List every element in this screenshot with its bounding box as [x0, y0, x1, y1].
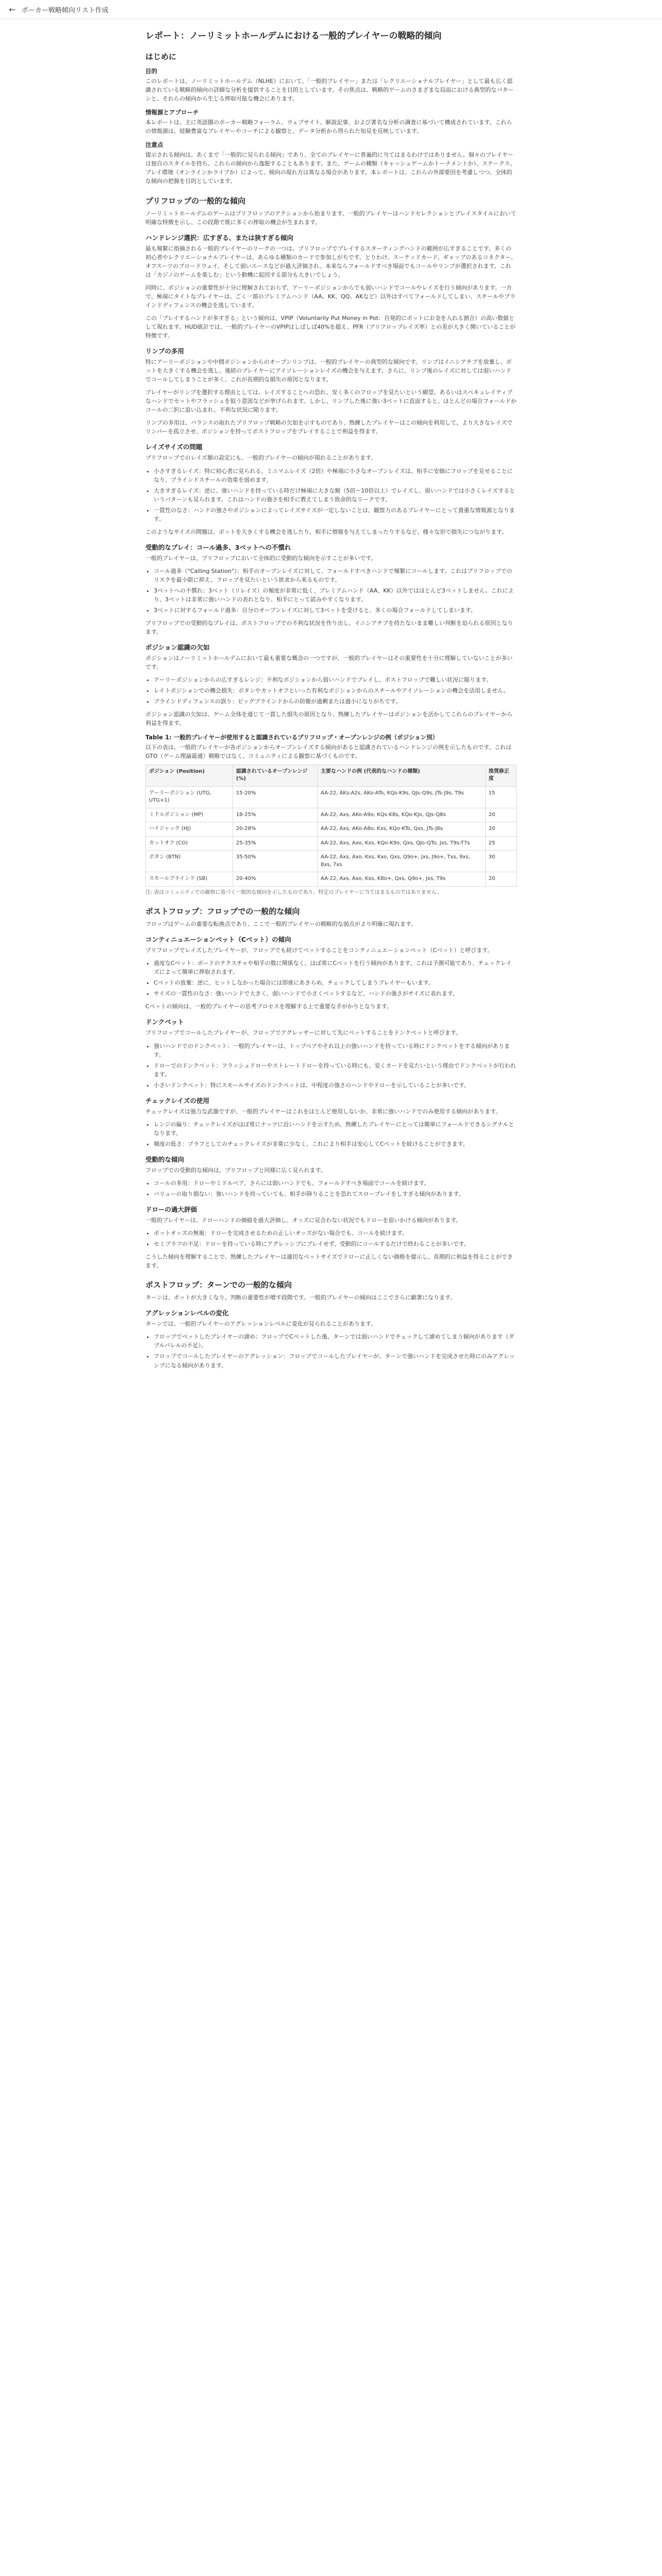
list-item: • コールの多用：ドローやミドルペア、さらには弱いハンドでも、フォールドすべき場面でコールを続けます。 — [154, 1179, 517, 1188]
list-item: • Cベットの放棄：逆に、ヒットしなかった場合には即座にあきらめ、チェックしてしまうプレイヤーもいます。 — [154, 978, 517, 987]
bullet-list — [145, 1042, 517, 1090]
section-intro: ターンは、ポットが大きくなり、判断の重要性が増す段階です。一般的プレイヤーの傾向はここでさらに顕著になります。 — [145, 1294, 456, 1301]
list-item: • 大きすぎるレイズ：逆に、強いハンドを持っている時だけ極端に大きな額（5倍〜10倍以上）でレイズし、弱いハンドでは小さくレイズするというパターンも見られます。これはハンドの強さを相手に教えてしまう致命的なリークです。 — [154, 486, 517, 504]
paragraph: 一般的プレイヤーは、ドローハンドの価値を過大評価し、オッズに見合わない状況でもドローを追いかける傾向があります。 — [145, 1217, 462, 1224]
table-row — [146, 851, 517, 872]
back-button[interactable] — [5, 2, 20, 16]
purpose-heading: 目的 — [145, 67, 157, 75]
subsection-heading: ポジション認識の欠如 — [145, 643, 210, 652]
bullet-list — [145, 1120, 517, 1148]
paragraph: ターンでは、一般的プレイヤーのアグレッションレベルに変化が見られることがあります。 — [145, 1320, 376, 1328]
table-cell: アーリーポジション (UTG, UTG+1) — [146, 786, 233, 808]
table-cell: 20-40% — [233, 872, 317, 887]
table-row — [146, 786, 517, 808]
paragraph: プリフロップでコールしたプレイヤーが、フロップでアグレッサーに対して先にベットすることをドンクベットと呼びます。 — [145, 1029, 461, 1037]
table-cell: 20 — [485, 822, 516, 837]
section-heading: ポストフロップ：フロップでの一般的な傾向 — [145, 907, 300, 917]
list-item: • フロップでベットしたプレイヤーの諦め：フロップでCベットした後、ターンでは弱いハンドでチェックして諦めてしまう傾向があります（ダブルバレルの不足）。 — [154, 1332, 517, 1350]
table-title: Table 1: 一般的プレイヤーが使用すると認識されているプリフロップ・オープンレンジの例（ポジション別） — [145, 733, 439, 741]
report-content — [145, 19, 517, 1370]
section-heading: プリフロップの一般的な傾向 — [145, 196, 246, 206]
section-intro: フロップはゲームの重要な転換点であり、ここで一般的プレイヤーの戦略的な弱点がより明確に現れます。 — [145, 921, 417, 928]
list-item: • 小さすぎるレイズ：特に初心者に見られる、ミニマムレイズ（2倍）や極端に小さなオープンレイズは、相手に安価にフロップを見せることになり、ブラインドスチールの効果を弱めます。 — [154, 467, 517, 484]
table-cell: 25 — [485, 836, 516, 851]
table-header-row — [146, 765, 517, 786]
paragraph: 特にアーリーポジションや中間ポジションからのオープンリンプは、一般的プレイヤーの典型的な傾向です。リンプはイニシアチブを放棄し、ポットを大きくする機会を逃し、後続のプレイヤーにアイソレーションレイズの機会を与えます。さらに、リンプ後のレイズに対しては弱いハンドでコールしてしまうことが多く、これが長期的な損失の原因となります。 — [145, 359, 512, 383]
bullet-list — [145, 959, 517, 998]
table-intro: 以下の表は、一般的プレイヤーが各ポジションからオープンレイズする傾向があると認識されているハンドレンジの例を示したものです。これはGTO（ゲーム理論最適）戦略ではなく、コミュニティによる観察に基づくものです。 — [145, 743, 512, 759]
paragraph: プレイヤーがリンプを選択する理由としては、レイズすることへの恐れ、安く多くのフロップを見たいという願望、あるいはスペキュレイティブなハンドでセットやフラッシュを狙う意図などが挙げられます。しかし、リンプした後に強い3ベットに直面すると、ほとんどの場合フォールドかコールの二択に追い込まれ、不利な状況に陥ります。 — [145, 389, 517, 414]
list-item: • バリューの取り損ない：強いハンドを持っていても、相手が降りることを恐れてスロープレイをしすぎる傾向があります。 — [154, 1190, 517, 1198]
subsection-heading: ドンクベット — [145, 1018, 184, 1026]
table-cell: 15 — [485, 786, 516, 808]
table-row — [146, 836, 517, 851]
report-title: レポート：ノーリミットホールデムにおける一般的プレイヤーの戦略的傾向 — [145, 31, 442, 41]
list-item: • 一貫性のなさ：ハンドの強さやポジションによってレイズサイズが一定しないことは、観察力のあるプレイヤーにとって貴重な情報源となります。 — [154, 506, 517, 523]
caution-heading: 注意点 — [145, 141, 163, 149]
list-item: • 頻度の低さ：ブラフとしてのチェックレイズが非常に少なく、これにより相手は安心してCベットを続けることができます。 — [154, 1140, 517, 1148]
subsection-heading: 受動的な傾向 — [145, 1155, 185, 1163]
list-item: • コール過多（"Calling Station"）：相手のオープンレイズに対して、フォールドすべきハンドで頻繁にコールします。これはプリフロップでのリスクを最小限に抑え、フロップを見たいという欲求から来るものです。 — [154, 567, 517, 584]
subsection-heading: チェックレイズの使用 — [145, 1096, 209, 1105]
table-row — [146, 872, 517, 887]
table-cell: ボタン (BTN) — [146, 851, 233, 872]
table-header-cell: 主要なハンドの例 (代表的なハンドの種類) — [318, 765, 486, 786]
subsection-heading: ドローの過大評価 — [145, 1206, 197, 1214]
table-cell: ハイジャック (HJ) — [146, 822, 233, 837]
subsection-heading: リンプの多用 — [145, 347, 185, 355]
table-cell: スモールブラインド (SB) — [146, 872, 233, 887]
paragraph: ポジション認識の欠如は、ゲーム全体を通じて一貫した損失の原因となり、熟練したプレイヤーはポジションを活かしてこれらのプレイヤーから利益を得ます。 — [145, 711, 513, 727]
paragraph: チェックレイズは強力な武器ですが、一般的プレイヤーはこれをほとんど使用しないか、非常に強いハンドでのみ使用する傾向があります。 — [145, 1108, 502, 1115]
caution-text: 提示される傾向は、あくまで「一般的に見られる傾向」であり、全てのプレイヤーに普遍的に当てはまるわけではありません。個々のプレイヤーは独自のスタイルを持ち、これらの傾向から逸脱することもあります。また、ゲームの種類（キャッシュゲームかトーナメントか）、ステークス、プレイ環境（オンラインかライブか）によって、傾向の現れ方は異なる場合があります。本レポートは、これらの外部要因を考慮しつつ、全体的な傾向の把握を目的としています。 — [145, 151, 516, 185]
table-header-cell: 推奨修正度 — [485, 765, 516, 786]
list-item: • サイズの一貫性のなさ：強いハンドで大きく、弱いハンドで小さくベットするなど、ハンドの強さがサイズに表れます。 — [154, 989, 517, 998]
paragraph: リンプの多用は、バランスの取れたプリフロップ戦略の欠如を示すものであり、熟練したプレイヤーはこの傾向を利用して、より大きなレイズでリンパーを孤立させ、ポジションを持ってポストフロップをプレイすることで利益を得ます。 — [145, 419, 513, 435]
subsection-heading: レイズサイズの問題 — [145, 443, 203, 451]
paragraph: プリフロップでのレイズ額の設定にも、一般的プレイヤーの傾向が現れることがあります。 — [145, 454, 377, 462]
paragraph: 同時に、ポジションの重要性が十分に理解されておらず、アーリーポジションからでも弱いハンドでコールやレイズを行う傾向があります。一方で、極端にタイトなプレイヤーは、ごく一部のプレミアムハンド（AA、KK、QQ、AKなど）以外はすべてフォールドしてしまい、スチールやブラインドディフェンスの機会を逃しています。 — [145, 284, 516, 309]
table-row — [146, 808, 517, 822]
top-bar — [0, 0, 662, 19]
section-heading: ポストフロップ：ターンでの一般的な傾向 — [145, 1280, 292, 1290]
table-cell: 20 — [485, 872, 516, 887]
table-cell: 25-35% — [233, 836, 317, 851]
paragraph: プリフロップでの受動的なプレイは、ポストフロップでの不利な状況を作り出し、イニシアチブを持たないまま難しい判断を迫られる原因となります。 — [145, 620, 514, 636]
app-title: ポーカー戦略傾向リスト作成 — [22, 6, 109, 14]
section-intro: ノーリミットホールデムのゲームはプリフロップのアクションから始まります。一般的プレイヤーはハンドセレクションとプレイスタイルにおいて明確な特徴を示し、この段階で既に多くの搾取の機会が生まれます。 — [145, 210, 517, 226]
table-cell: AA-22, Axs, Axo, Kxs, K8o+, Qxs, Q9o+, Jxs, T9s — [318, 872, 486, 887]
list-item: • ドローでのドンクベット：フラッシュドローやストレートドローを持っている時にも、安くカードを見たいという理由でドンクベットが行われます。 — [154, 1061, 517, 1079]
list-item: • レンジの偏り：チェックレイズがほぼ常にナッツに近いハンドを示すため、熟練したプレイヤーにとっては簡単にフォールドできるシグナルとなります。 — [154, 1120, 517, 1138]
table-cell: 18-25% — [233, 808, 317, 822]
table-row — [146, 822, 517, 837]
table-cell: 20-28% — [233, 822, 317, 837]
bullet-list — [145, 567, 517, 615]
table-note: 注: 表はコミュニティでの観察に基づく一般的な傾向を示したものであり、特定のプレイヤーに当てはまるものではありません。 — [145, 889, 442, 895]
table-cell: AA-22, Axs, Axo, Kxs, Kxo, Qxs, Q9o+, Jxs, J9o+, Txs, 9xs, 8xs, 7xs — [318, 851, 486, 872]
bullet-list — [145, 1229, 517, 1248]
list-item: • 強いハンドでのドンクベット：一般的プレイヤーは、トップペアやそれ以上の強いハンドを持っている時にドンクベットをする傾向があります。 — [154, 1042, 517, 1059]
open-range-table — [145, 765, 517, 887]
table-cell: AA-22, Axs, Axo, Kxs, KQo-K9o, Qxs, QJo-QTo, Jxs, T9s-T7s — [318, 836, 486, 851]
table-cell: 20 — [485, 808, 516, 822]
table-cell: カットオフ (CO) — [146, 836, 233, 851]
table-cell: AA-22, Axs, AKo-A9o, KQs-K8s, KQo-KJo, QJs-Q8s — [318, 808, 486, 822]
method-text: 本レポートは、主に英語圏のポーカー戦略フォーラム、ウェブサイト、解説記事、および著名な分析の調査に基づいて構成されています。これらの情報源は、経験豊富なプレイヤーやコーチによる観察と、データ分析から得られた知見を反映しています。 — [145, 119, 512, 135]
table-cell: 15-20% — [233, 786, 317, 808]
table-cell: AA-22, Axs, AKo-A8o, Kxs, KQo-KTo, Qxs, JTs-J8s — [318, 822, 486, 837]
intro-heading: はじめに — [145, 52, 177, 62]
subsection-heading: アグレッションレベルの変化 — [145, 1309, 229, 1317]
arrow-left-icon: ← — [9, 4, 16, 14]
bullet-list — [145, 675, 517, 706]
paragraph: この「プレイするハンドが多すぎる」という傾向は、VPIP（Voluntarily Put Money in Pot：自発的にポットにお金を入れる割合）の高い数値として現れます。HUD統計では、一般的プレイヤーのVPIPはしばしば40%を超え、PFR（プリフロップレイズ率）との差が大きく開いていることが特徴です。 — [145, 314, 516, 340]
list-item: • 3ベットへの不慣れ：3ベット（リレイズ）の頻度が非常に低く、プレミアムハンド（AA、KK）以外ではほとんど3ベットしません。これにより、3ベットは非常に強いハンドの表れとなり、相手にとって読みやすくなります。 — [154, 586, 517, 604]
paragraph: プリフロップでレイズしたプレイヤーが、フロップでも続けてベットすることをコンティニュエーションベット（Cベット）と呼びます。 — [145, 947, 493, 954]
subsection-heading: コンティニュエーションベット（Cベット）の傾向 — [145, 936, 291, 944]
paragraph: フロップでの受動的な傾向は、プリフロップと同様に広く見られます。 — [145, 1166, 326, 1174]
paragraph: こうした傾向を理解することで、熟練したプレイヤーは適切なベットサイズでドローに正しくない価格を提示し、長期的に利益を得ることができます。 — [145, 1253, 513, 1269]
list-item: • セミブラフの不足：ドローを持っている時にアグレッシブにプレイせず、受動的にコールするだけで終わることが多いです。 — [154, 1240, 517, 1248]
list-item: • 小さいドンクベット：特にスモールサイズのドンクベットは、中程度の強さのハンドやドローを示していることが多いです。 — [154, 1081, 517, 1090]
list-item: • レイトポジションでの機会損失：ボタンやカットオフといった有利なポジションからのスチールやアイソレーションの機会を活用しません。 — [154, 686, 517, 695]
subsection-heading: ハンドレンジ選択：広すぎる、または狭すぎる傾向 — [145, 233, 293, 242]
paragraph: 一般的プレイヤーは、プリフロップにおいて全体的に受動的な傾向を示すことが多いです。 — [145, 554, 377, 562]
table-cell: ミドルポジション (MP) — [146, 808, 233, 822]
subsection-heading: 受動的なプレイ：コール過多、3ベットへの不慣れ — [145, 543, 291, 551]
list-item: • アーリーポジションからの広すぎるレンジ：不利なポジションから弱いハンドでプレイし、ポストフロップで難しい状況に陥ります。 — [154, 675, 517, 684]
table-cell: 35-50% — [233, 851, 317, 872]
paragraph: このようなサイズの問題は、ポットを大きくする機会を逃したり、相手に情報を与えてしまったりするなど、様々な形で損失につながります。 — [145, 528, 508, 535]
paragraph: ポジションはノーリミットホールデムにおいて最も重要な概念の一つですが、一般的プレイヤーはその重要性を十分に理解していないことが多いです。 — [145, 655, 513, 671]
list-item: • ポットオッズの無視：ドローを完成させるための正しいオッズがない場合でも、コールを続けます。 — [154, 1229, 517, 1238]
table-header-cell: ポジション (Position) — [146, 765, 233, 786]
paragraph: 最も頻繁に指摘される一般的プレイヤーのリークの一つは、プリフロップでプレイするスターティングハンドの範囲が広すぎることです。多くの初心者やレクリエーショナルプレイヤーは、あらゆる種類のカードで参加しがちです。とりわけ、スーテッドカード、ギャップのあるコネクター、オフスーツのブロードウェイ、そして弱いエースなどが過大評価され、本来ならフォールドすべき場面でもコールやリンプが選択されます。これは「カジノのゲームを楽しむ」という動機に起因する部分も大きいでしょう。 — [145, 245, 517, 278]
paragraph: Cベットの傾向は、一般的プレイヤーの思考プロセスを理解する上で重要な手がかりとなります。 — [145, 1003, 392, 1010]
bullet-list — [145, 1179, 517, 1198]
purpose-text: このレポートは、ノーリミットホールデム（NLHE）において、「一般的プレイヤー」または「レクリエーショナルプレイヤー」として最も広く認識されている戦略的傾向の詳細な分析を提供することを目的としています。その焦点は、戦略的ゲームのさまざまな局面における典型的なパターンと、それらの傾向から生じる搾取可能な機会にあります。 — [145, 78, 514, 103]
list-item: • 3ベットに対するフォールド過多：自分のオープンレイズに対して3ベットを受けると、多くの場合フォールドしてしまいます。 — [154, 606, 517, 615]
bullet-list — [145, 1332, 517, 1369]
method-heading: 情報源とアプローチ — [145, 109, 199, 116]
table-header-cell: 認識されているオープンレンジ (%) — [233, 765, 317, 786]
list-item: • ブラインドディフェンスの誤り：ビッグブラインドからの防衛が過剰または過小になりがちです。 — [154, 697, 517, 706]
list-item: • 過度なCベット：ボードのテクスチャや相手の数に関係なく、ほぼ常にCベットを行う傾向があります。これは予測可能であり、チェックレイズによって簡単に搾取されます。 — [154, 959, 517, 976]
table-cell: 30 — [485, 851, 516, 872]
bullet-list — [145, 467, 517, 523]
table-cell: AA-22, AKs-A2s, AKo-ATo, KQs-K9s, QJs-Q9s, JTs-J9s, T9s — [318, 786, 486, 808]
list-item: • フロップでコールしたプレイヤーのアグレッション：フロップでコールしたプレイヤーが、ターンで強いハンドを完成させた時にのみアグレッシブになる傾向があります。 — [154, 1352, 517, 1369]
